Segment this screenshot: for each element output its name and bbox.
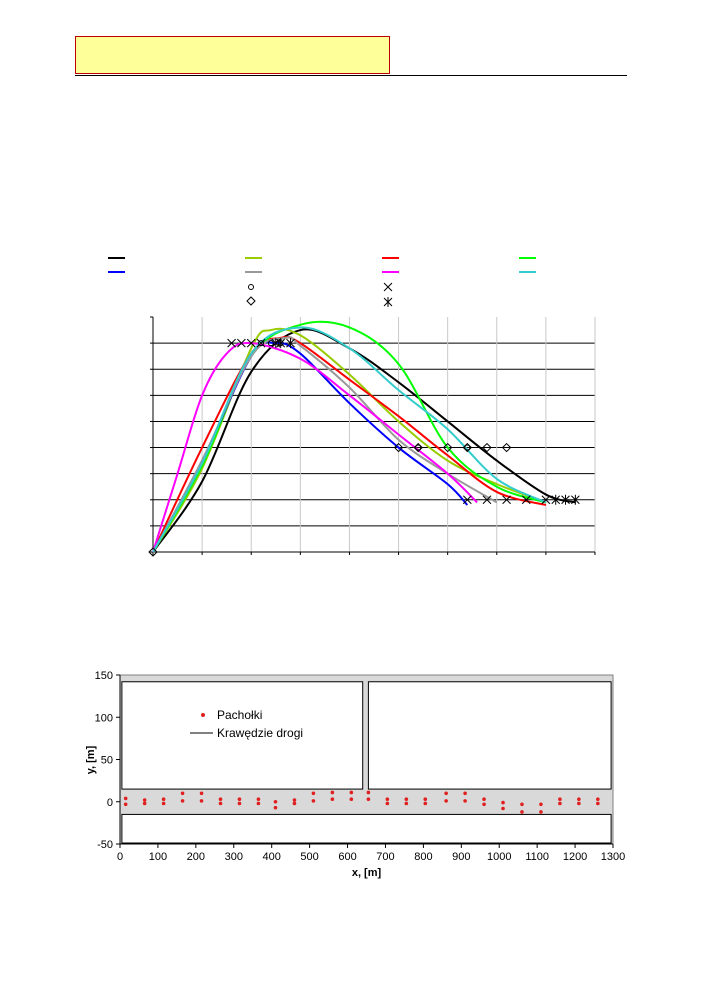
cone-point (577, 797, 581, 801)
road-edge-lower (122, 814, 611, 843)
cone-point (143, 802, 147, 806)
cone-point (423, 797, 427, 801)
cone-point (386, 797, 390, 801)
x-tick-label: 1300 (600, 851, 626, 863)
cone-point (331, 791, 335, 795)
x-tick-label: 700 (376, 851, 395, 863)
cone-point (367, 791, 371, 795)
cone-point (423, 802, 427, 806)
cone-point (200, 792, 204, 796)
cone-point (274, 800, 278, 804)
legend-label-cones: Pachołki (217, 708, 263, 722)
x-tick-label: 500 (300, 851, 319, 863)
cone-point (501, 807, 505, 811)
cone-point (482, 802, 486, 806)
x-tick-label: 0 (116, 851, 124, 863)
road-edge-upper-right (368, 682, 611, 789)
cone-point (143, 798, 147, 802)
y-tick-label: 0 (106, 796, 113, 809)
cone-point (219, 797, 223, 801)
cone-point (444, 792, 448, 796)
cone-point (558, 797, 562, 801)
cone-point (274, 806, 278, 810)
x-tick-label: 300 (224, 851, 243, 863)
cone-point (257, 802, 261, 806)
cone-point (312, 792, 316, 796)
cone-point (331, 797, 335, 801)
cone-point (596, 802, 600, 806)
x-tick-label: 1200 (562, 851, 588, 863)
cone-point (539, 802, 543, 806)
cone-point (367, 797, 371, 801)
cone-point (238, 797, 242, 801)
cone-point (257, 797, 261, 801)
cone-point (405, 802, 409, 806)
x-tick-label: 900 (452, 851, 471, 863)
x-axis-title: x, [m] (351, 867, 382, 879)
x-tick-label: 400 (262, 851, 281, 863)
y-tick-label: -50 (97, 839, 113, 851)
legend-label-road-edges: Krawędzie drogi (217, 726, 304, 740)
cone-point (405, 797, 409, 801)
cone-point (124, 802, 128, 806)
cone-point (482, 797, 486, 801)
cone-point (181, 799, 185, 803)
cone-point (520, 810, 524, 814)
cone-point (558, 802, 562, 806)
cone-point (386, 802, 390, 806)
cone-point (238, 802, 242, 806)
cone-point (219, 802, 223, 806)
x-tick-label: 100 (148, 851, 168, 863)
x-tick-label: 600 (338, 851, 357, 863)
cone-point (350, 791, 354, 795)
x-tick-label: 800 (414, 851, 433, 863)
cone-point (444, 799, 448, 803)
x-tick-label: 200 (186, 851, 206, 863)
cone-point (539, 810, 543, 814)
cone-point (520, 802, 524, 806)
y-tick-label: 50 (100, 754, 113, 767)
cone-point (200, 799, 204, 803)
cone-point (293, 802, 297, 806)
cone-point (124, 797, 128, 801)
x-tick-label: 1000 (486, 851, 512, 863)
cone-point (596, 797, 600, 801)
cone-point (463, 799, 467, 803)
cone-point (162, 802, 166, 806)
cone-point (577, 802, 581, 806)
cone-point (463, 792, 467, 796)
cone-point (293, 798, 297, 802)
y-axis-title: y, [m] (85, 745, 97, 775)
y-tick-label: 100 (94, 712, 113, 725)
cone-point (350, 797, 354, 801)
cone-point (162, 797, 166, 801)
cone-point (501, 801, 505, 805)
x-tick-label: 1100 (525, 851, 549, 863)
cone-point (181, 792, 185, 796)
y-tick-label: 150 (94, 670, 113, 682)
cone-point (312, 799, 316, 803)
legend-cone-marker (201, 713, 205, 717)
